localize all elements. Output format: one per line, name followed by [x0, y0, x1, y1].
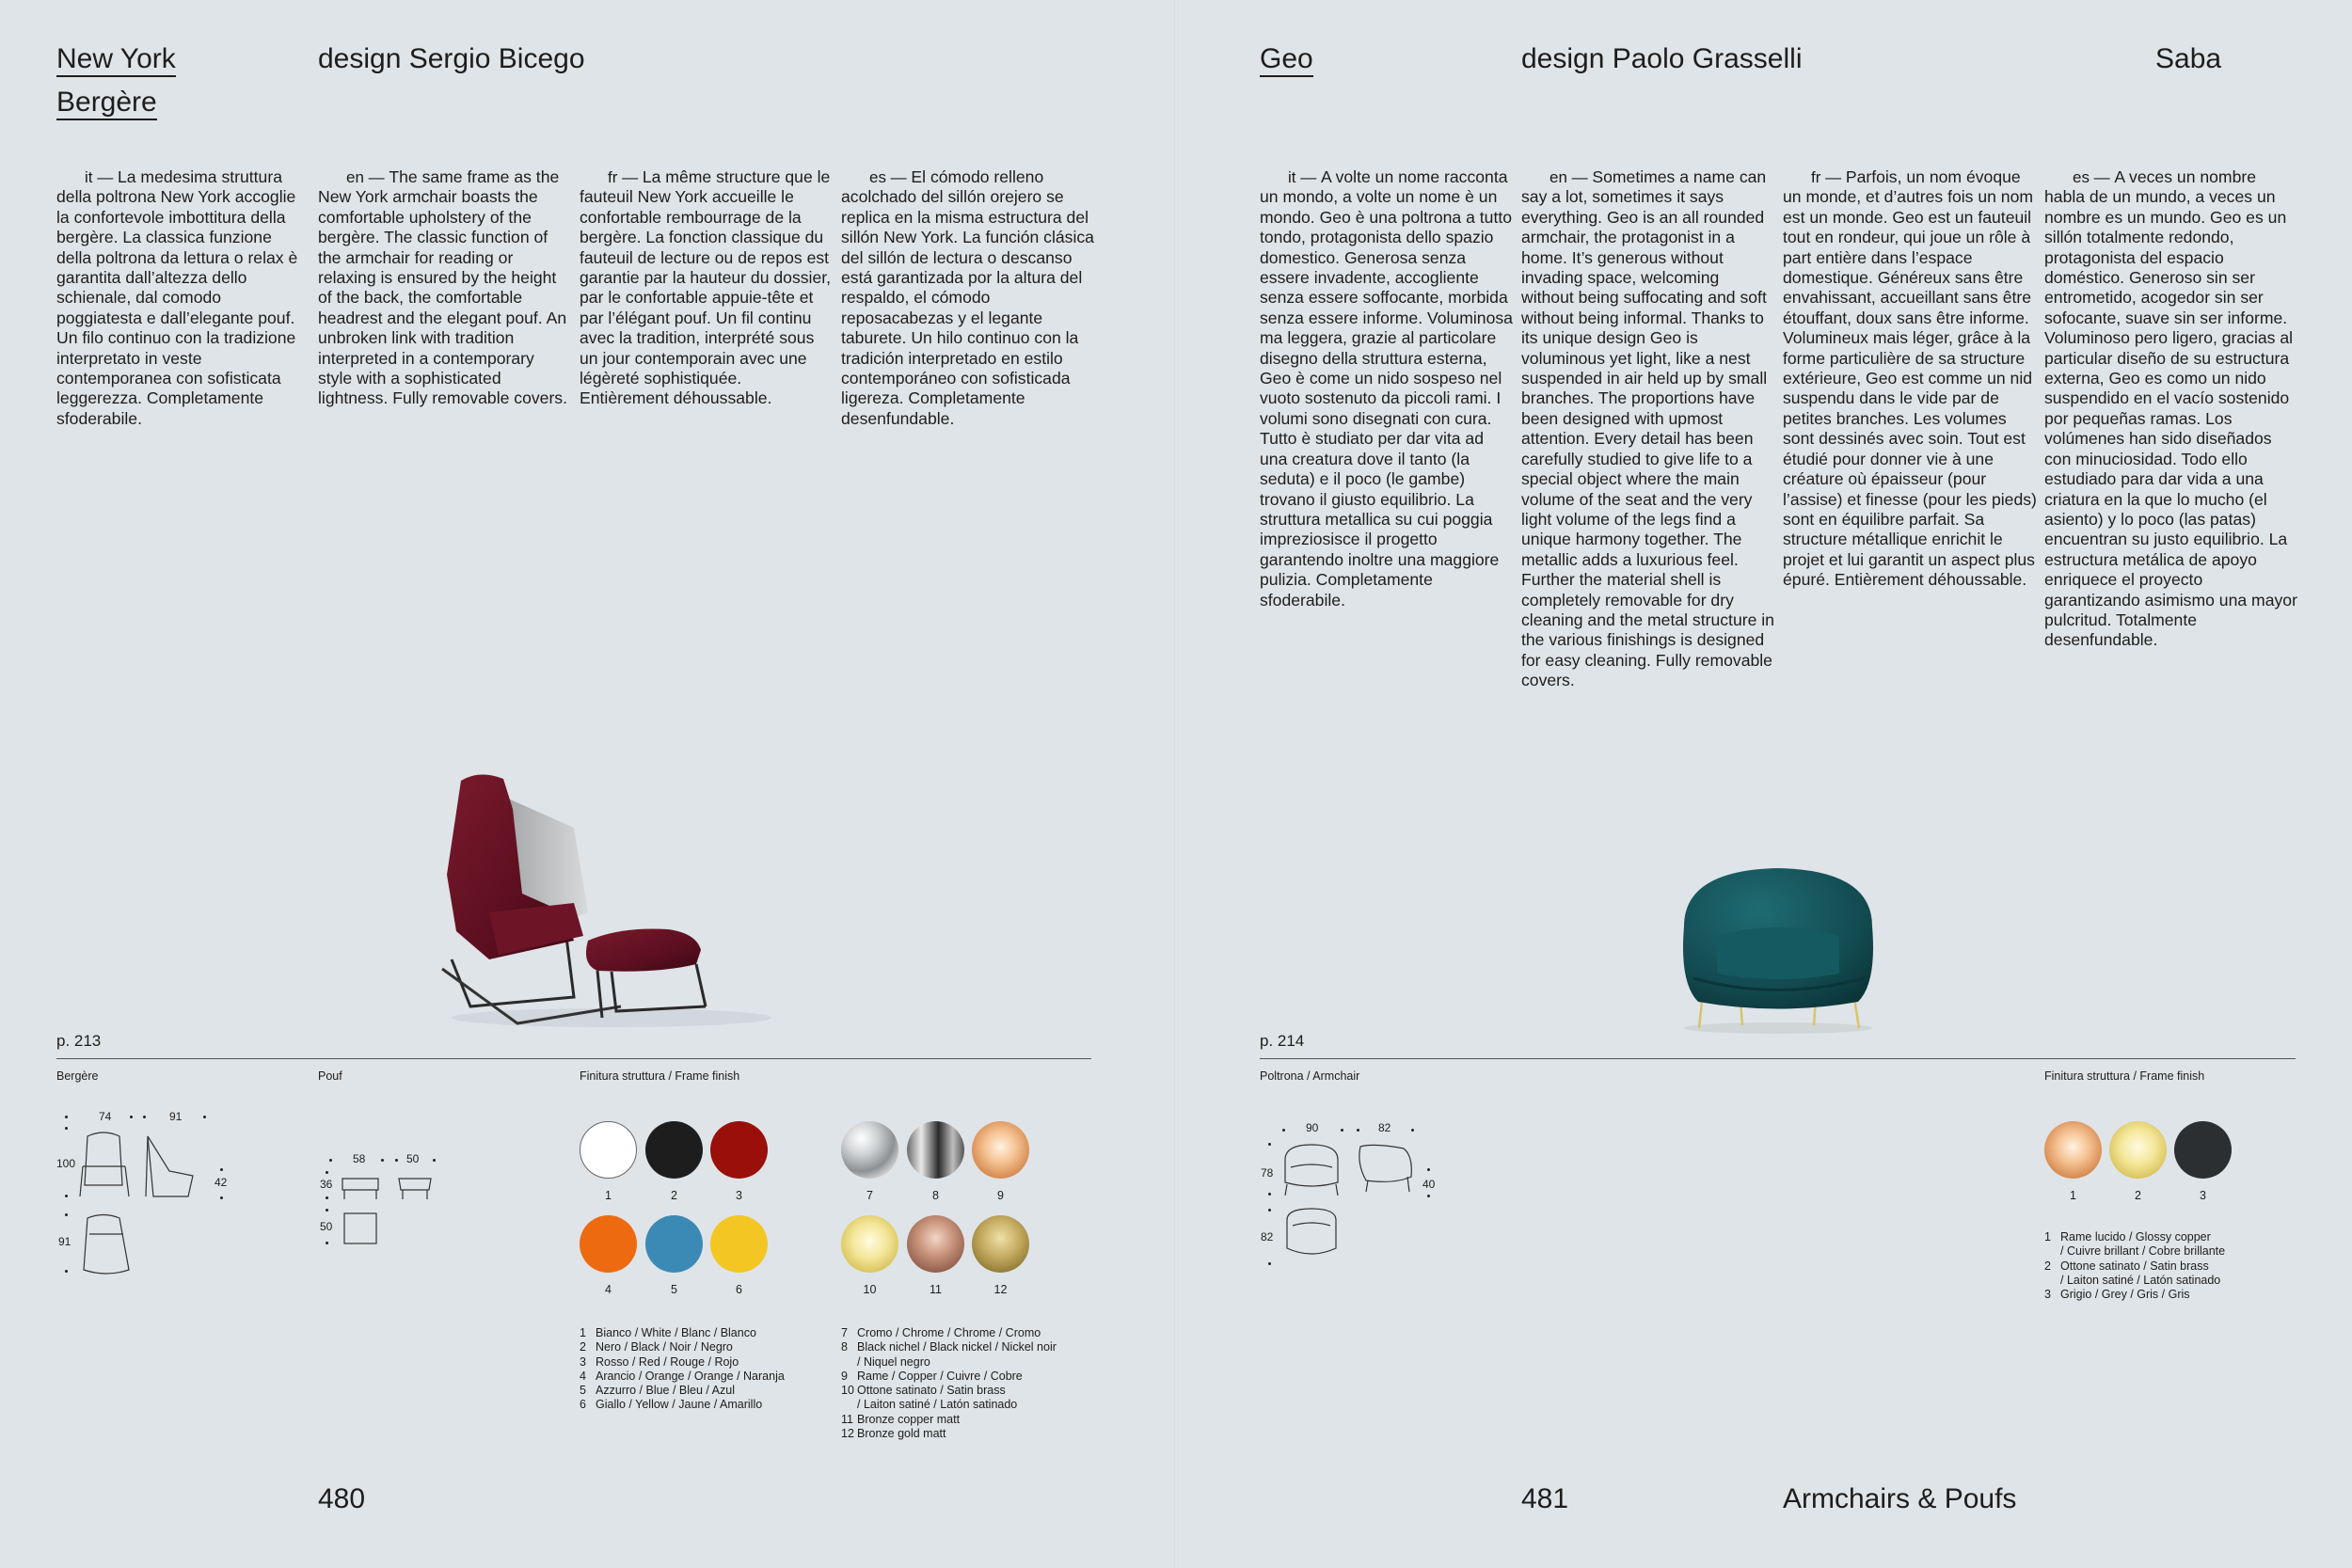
legend-text: Black nichel / Black nickel / Nickel noir	[857, 1340, 1057, 1354]
legend-text: Grigio / Grey / Gris / Gris	[2060, 1288, 2190, 1302]
body-text: Parfois, un nom évoque un monde, et d’autres fois un nom est un monde. Geo est un fauteuil tout en rondeur, qui joue un rôle à part entière dans l’espace domestique. Généreux sans être envahissant, accueillant sans être étouffant, doux sans être informe. Volumineux mais léger, grâce à la forme particulière de sa structure extérieure, Geo est comme un nid suspendu dans le vide par de petites branches. Les volumes sont dessinés avec soin. Tout est étudié pour donner vie à une créature où épaisseur (pour l’assise) et finesse (pour les pieds) sont en équilibre parfait. Sa structure métallique enrichit le projet et lui garantit un aspect plus épuré. Entièrement déhoussable.	[1783, 167, 2037, 590]
dim-depth: 82	[1378, 1121, 1391, 1134]
product-name-line1: New York	[56, 43, 176, 77]
swatch-2	[2109, 1121, 2167, 1179]
swatch-number: 8	[932, 1189, 939, 1202]
section-title: Armchairs & Poufs	[1783, 1483, 2017, 1514]
legend-row	[841, 1413, 1057, 1427]
legend-number: 9	[841, 1369, 848, 1383]
body-text: A veces un nombre habla de un mundo, a veces un nombre es un mundo. Geo es un sillón totalmente redondo, protagonista del espacio doméstico. Generoso sin ser entrometido, acogedor sin ser sofocante, suave sin ser informe. Voluminoso pero ligero, gracias al particular diseño de su estructura externa, Geo es como un nido suspendido en el vacío sostenido por pequeñas ramas. Los volúmenes han sido diseñados con minuciosidad. Todo ello estudiado para dar vida a una criatura en la que lo mucho (el asiento) y lo poco (las patas) encuentran su justo equilibrio. La estructura metálica de apoyo enriquece el proyecto garantizando asimismo una mayor pulcritud. Totalmente desenfundable.	[2044, 167, 2297, 650]
dim-depth: 91	[169, 1110, 183, 1123]
legend-row	[580, 1326, 785, 1340]
lang-prefix: fr —	[608, 168, 643, 186]
bergere-chair-image	[423, 771, 771, 1035]
legend-row	[841, 1355, 1057, 1370]
lang-prefix: es —	[869, 168, 912, 186]
swatch-number: 1	[605, 1189, 612, 1202]
legend-number: 3	[2044, 1288, 2051, 1302]
swatch-number: 3	[736, 1189, 742, 1202]
text-column-en	[318, 167, 572, 409]
lang-prefix: en —	[1549, 168, 1593, 186]
body-text: Sometimes a name can say a lot, sometimes it says everything. Geo is an all rounded armchair, the protagonist in a home. It’s generous without invading space, welcoming without being suffocating and soft without being informal. Thanks to its unique design Geo is voluminous yet light, like a nest suspended in air held up by small branches. The proportions have been designed with upmost attention. Every detail has been carefully studied to give life to a special object where the main volume of the seat and the very light volume of the legs find a unique harmony together. The metallic adds a luxurious feel. Further the material shell is completely removable for dry cleaning and the metal structure in the various finishings is designed for easy cleaning. Fully removable covers.	[1521, 167, 1774, 690]
dim-plan-depth: 82	[1261, 1230, 1274, 1243]
swatch-number: 12	[993, 1283, 1008, 1296]
pouf-line-drawing	[341, 1171, 444, 1256]
legend-text: Giallo / Yellow / Jaune / Amarillo	[596, 1398, 763, 1412]
finish-legend-metal	[841, 1326, 1057, 1441]
text-column-es	[2044, 167, 2298, 651]
legend-text: / Cuivre brillant / Cobre brillante	[2060, 1244, 2226, 1259]
legend-number: 11	[841, 1412, 853, 1426]
swatch-number: 5	[671, 1283, 677, 1296]
legend-text: Rame / Copper / Cuivre / Cobre	[857, 1369, 1023, 1383]
lang-prefix: it —	[85, 168, 118, 186]
divider-rule	[1260, 1058, 2296, 1059]
dim-plan-depth: 91	[58, 1235, 72, 1248]
legend-text: Ottone satinato / Satin brass	[857, 1384, 1006, 1398]
swatch-7	[841, 1121, 898, 1179]
product-title-new-york-bergere	[56, 40, 176, 126]
page-gutter	[1174, 0, 1178, 1568]
dim-seat-height: 42	[215, 1176, 228, 1189]
body-text: La même structure que le fauteuil New York accueille le confortable rembourrage de la bergère. La fonction classique du fauteuil de lecture ou de repos est garantie par la hauteur du dossier, par le confortable appuie-tête et par l’élégant pouf. Un fil continu avec la tradition, interprété sous un jour contemporain avec une légèreté sophistiquée. Entièrement déhoussable.	[580, 167, 832, 408]
legend-text: Arancio / Orange / Orange / Naranja	[596, 1369, 785, 1383]
legend-number	[2044, 1274, 2060, 1288]
lang-prefix: es —	[2073, 168, 2115, 186]
legend-row	[841, 1427, 1057, 1441]
legend-row	[580, 1355, 785, 1370]
swatch-number: 2	[2135, 1189, 2141, 1202]
swatch-number: 1	[2070, 1189, 2076, 1202]
swatch-3	[710, 1121, 768, 1179]
legend-text: / Laiton satiné / Latón satinado	[2060, 1273, 2221, 1287]
legend-row	[841, 1384, 1057, 1398]
legend-row	[2044, 1230, 2225, 1244]
geo-armchair-image	[1665, 861, 1891, 1039]
swatch-number: 2	[671, 1189, 677, 1202]
page-reference: p. 214	[1260, 1032, 1305, 1050]
swatch-number: 10	[863, 1283, 877, 1296]
swatch-2	[645, 1121, 703, 1179]
page-reference: p. 213	[56, 1032, 102, 1050]
swatch-number: 4	[605, 1283, 612, 1296]
legend-text: Azzurro / Blue / Bleu / Azul	[596, 1384, 735, 1398]
legend-row	[841, 1370, 1057, 1384]
legend-row	[841, 1326, 1057, 1340]
legend-text: Bronze copper matt	[857, 1412, 961, 1426]
text-column-it	[56, 167, 310, 429]
geo-line-drawing	[1281, 1143, 1422, 1265]
bergere-line-drawing	[80, 1129, 212, 1279]
swatch-number: 3	[2200, 1189, 2206, 1202]
body-text: El cómodo relleno acolchado del sillón orejero se replica en la misma estructura del sillón New York. La función clásica del sillón de lectura o descanso está garantizada por la altura del respaldo, el cómodo reposacabezas y el legante taburete. Un hilo continuo con la tradición interpretado en estilo contemporáneo con sofisticada ligereza. Completamente desenfundable.	[841, 167, 1094, 428]
dim-width: 74	[99, 1110, 112, 1123]
legend-number: 6	[580, 1398, 586, 1412]
legend-text: Rosso / Red / Rouge / Rojo	[596, 1354, 739, 1369]
text-column-en	[1521, 167, 1775, 691]
legend-number: 12	[841, 1427, 854, 1441]
legend-row	[580, 1398, 785, 1412]
dim-height: 100	[56, 1157, 76, 1170]
product-name-line2: Bergère	[56, 87, 157, 120]
legend-number	[841, 1398, 857, 1412]
legend-number: 1	[2044, 1230, 2051, 1243]
text-column-it	[1260, 167, 1514, 610]
product-name: Geo	[1260, 43, 1313, 77]
legend-text: Rame lucido / Glossy copper	[2060, 1230, 2211, 1243]
folio-left: 480	[318, 1483, 366, 1514]
swatch-10	[841, 1215, 898, 1273]
legend-number: 2	[2044, 1259, 2051, 1273]
designer-credit: design Sergio Bicego	[318, 43, 585, 74]
body-text: La medesima struttura della poltrona New York accoglie la confortevole imbottitura della bergère. La classica funzione della poltrona da lettura o relax è garantita dall’altezza dello schienale, dal comodo poggiatesta e dall’elegante pouf. Un filo continuo con la tradizione interpretato in veste contemporanea con sofisticata leggerezza. Completamente sfoderabile.	[56, 167, 298, 428]
body-text: A volte un nome racconta un mondo, a volte un nome è un mondo. Geo è una poltrona a tutto tondo, protagonista dello spazio domestico. Generosa senza essere invadente, accogliente senza essere soffocante, morbida senza essere informe. Voluminosa ma leggera, grazie al particolare disegno della struttura esterna, Geo è come un nido sospeso nel vuoto sostenuto da piccoli rami. I volumi sono disegnati con cura. Tutto è studiato per dar vita ad una creatura dove il tanto (la seduta) e il poco (le gambe) trovano il giusto equilibrio. La struttura metallica su cui poggia impreziosisce il progetto garantendo inoltre una maggiore pulizia. Completamente sfoderabile.	[1260, 167, 1513, 610]
swatch-3	[2174, 1121, 2232, 1179]
swatch-1	[2044, 1121, 2102, 1179]
finish-legend-geo	[2044, 1230, 2225, 1302]
legend-number: 8	[841, 1340, 848, 1354]
legend-number: 1	[580, 1326, 586, 1339]
product-title-geo	[1260, 40, 1313, 83]
legend-text: / Niquel negro	[857, 1354, 930, 1369]
legend-number	[2044, 1244, 2060, 1259]
folio-right: 481	[1521, 1483, 1569, 1514]
legend-text: Cromo / Chrome / Chrome / Cromo	[857, 1326, 1041, 1339]
text-column-es	[841, 167, 1095, 429]
brand-name: Saba	[2155, 43, 2222, 74]
legend-row	[841, 1398, 1057, 1412]
legend-text: Bianco / White / Blanc / Blanco	[596, 1326, 756, 1339]
legend-text: Ottone satinato / Satin brass	[2060, 1259, 2209, 1273]
swatch-6	[710, 1215, 768, 1273]
legend-row	[580, 1340, 785, 1354]
text-column-fr	[580, 167, 834, 409]
dim-pouf-width: 58	[353, 1152, 366, 1165]
swatch-1	[580, 1121, 637, 1179]
legend-row	[580, 1384, 785, 1398]
swatch-11	[907, 1215, 964, 1273]
label-frame-finish: Finitura struttura / Frame finish	[2044, 1069, 2205, 1083]
label-frame-finish: Finitura struttura / Frame finish	[580, 1069, 740, 1083]
swatch-9	[972, 1121, 1029, 1179]
finish-legend-paint	[580, 1326, 785, 1413]
divider-rule	[56, 1058, 1091, 1059]
label-armchair: Poltrona / Armchair	[1260, 1069, 1360, 1083]
legend-row	[2044, 1288, 2225, 1302]
lang-prefix: en —	[346, 168, 389, 186]
dim-pouf-plan: 50	[320, 1220, 333, 1233]
legend-number: 3	[580, 1354, 586, 1369]
swatch-5	[645, 1215, 703, 1273]
legend-number: 2	[580, 1340, 586, 1354]
legend-text: Bronze gold matt	[857, 1427, 946, 1441]
legend-row	[841, 1340, 1057, 1354]
swatch-4	[580, 1215, 637, 1273]
label-pouf: Pouf	[318, 1069, 342, 1083]
legend-text: Nero / Black / Noir / Negro	[596, 1340, 733, 1354]
designer-credit: design Paolo Grasselli	[1521, 43, 1803, 74]
lang-prefix: it —	[1288, 168, 1321, 186]
dim-height: 78	[1261, 1166, 1274, 1180]
swatch-number: 11	[930, 1283, 942, 1296]
lang-prefix: fr —	[1811, 168, 1846, 186]
legend-row	[2044, 1259, 2225, 1274]
swatch-12	[972, 1215, 1029, 1273]
dim-seat-height: 40	[1422, 1178, 1436, 1191]
legend-row	[2044, 1244, 2225, 1259]
legend-number	[841, 1355, 857, 1370]
body-text: The same frame as the New York armchair boasts the comfortable upholstery of the bergère. The classic function of the armchair for reading or relaxing is ensured by the height of the back, the comfortable headrest and the elegant pouf. An unbroken link with tradition interpreted in a contemporary style with a sophisticated lightness. Fully removable covers.	[318, 167, 567, 408]
legend-row	[580, 1370, 785, 1384]
swatch-number: 6	[736, 1283, 742, 1296]
swatch-number: 9	[997, 1189, 1004, 1202]
dim-pouf-depth: 50	[406, 1152, 420, 1165]
swatch-8	[907, 1121, 964, 1179]
dim-width: 90	[1306, 1121, 1319, 1134]
legend-number: 5	[580, 1384, 586, 1398]
label-bergere: Bergère	[56, 1069, 99, 1083]
legend-row	[2044, 1274, 2225, 1288]
legend-number: 10	[841, 1384, 854, 1398]
legend-text: / Laiton satiné / Latón satinado	[857, 1398, 1018, 1412]
dim-pouf-height: 36	[320, 1178, 333, 1191]
swatch-number: 7	[866, 1189, 873, 1202]
text-column-fr	[1783, 167, 2037, 591]
legend-number: 7	[841, 1326, 848, 1339]
legend-number: 4	[580, 1369, 586, 1383]
